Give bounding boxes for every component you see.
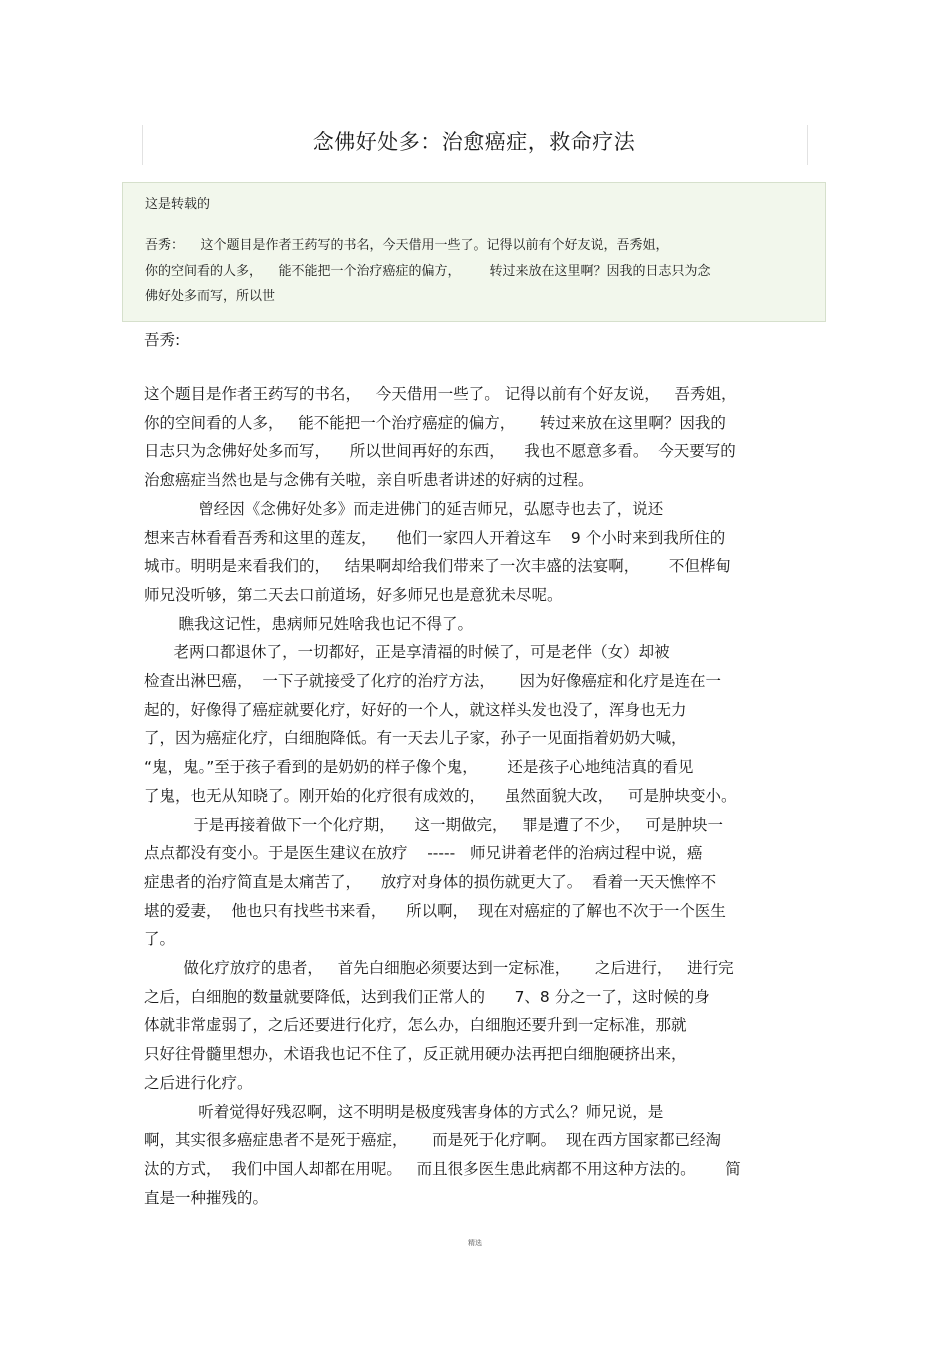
text-line: “鬼，鬼。”至于孩子看到的是奶奶的样子像个鬼， 还是孩子心地纯洁真的看见 [144, 758, 694, 777]
text-line: 堪的爱妻， 他也只有找些书来看， 所以啊， 现在对癌症的了解也不次于一个医生 [144, 901, 726, 920]
excerpt-line: 你的空间看的人多， 能不能把一个治疗癌症的偏方， 转过来放在这里啊？因我的日志只为念 [145, 263, 711, 279]
text-line: 了，因为癌症化疗，白细胞降低。有一天去儿子家，孙子一见面指着奶奶大喊， [144, 729, 687, 748]
text-line: 直是一种摧残的。 [144, 1188, 269, 1207]
article-body [144, 329, 816, 1212]
text-line: 点点都没有变小。于是医生建议在放疗 ----- 师兄讲着老伴的治病过程中说，癌 [144, 844, 703, 863]
text-line: 之后，白细胞的数量就要降低，达到我们正常人的 7、8 分之一了，这时候的身 [144, 987, 710, 1006]
text-line: 你的空间看的人多， 能不能把一个治疗癌症的偏方， 转过来放在这里啊？因我的 [144, 413, 726, 432]
text-line: 检查出淋巴癌， 一下子就接受了化疗的治疗方法， 因为好像癌症和化疗是连在一 [144, 672, 721, 691]
excerpt-line: 吾秀： 这个题目是作者王药写的书名，今天借用一些了。记得以前有个好友说，吾秀姐， [145, 238, 669, 253]
text-line: 做化疗放疗的患者， 首先白细胞必须要达到一定标准， 之后进行， 进行完 [144, 959, 734, 978]
text-line: 之后进行化疗。 [144, 1073, 253, 1092]
text-line: 啊，其实很多癌症患者不是死于癌症， 而是死于化疗啊。 现在西方国家都已经淘 [144, 1131, 721, 1150]
text-line: 这个题目是作者王药写的书名， 今天借用一些了。 记得以前有个好友说， 吾秀姐， [144, 385, 737, 403]
text-line: 了。 [144, 930, 176, 949]
text-line: 听着觉得好残忍啊，这不明明是极度残害身体的方式么？师兄说，是 [144, 1102, 664, 1121]
text-line: 老两口都退休了，一切都好，正是享清福的时候了，可是老伴（女）却被 [144, 643, 670, 662]
text-line: 治愈癌症当然也是与念佛有关啦，亲自听患者讲述的好病的过程。 [144, 471, 594, 490]
salutation: 吾秀: [144, 331, 181, 349]
text-line: 体就非常虚弱了，之后还要进行化疗，怎么办，白细胞还要升到一定标准，那就 [144, 1016, 687, 1035]
text-line: 曾经因《念佛好处多》而走进佛门的延吉师兄，弘愿寺也去了，说还 [144, 499, 664, 518]
text-line: 症患者的治疗简直是太痛苦了， 放疗对身体的损伤就更大了。 看着一天天憔悴不 [144, 872, 717, 891]
text-line: 城市。明明是来看我们的， 结果啊却给我们带来了一次丰盛的法宴啊， 不但桦甸 [144, 557, 731, 576]
text-line: 起的，好像得了癌症就要化疗，好好的一个人，就这样头发也没了，浑身也无力 [144, 700, 687, 719]
text-line: 了鬼，也无从知晓了。刚开始的化疗很有成效的， 虽然面貌大改， 可是肿块变小。 [144, 786, 737, 805]
page-title: 念佛好处多：治愈癌症，救命疗法 [312, 130, 636, 154]
text-line: 汰的方式， 我们中国人却都在用呢。 而且很多医生患此病都不用这种方法的。 简 [144, 1159, 741, 1178]
excerpt-text [145, 233, 805, 310]
text-line: 于是再接着做下一个化疗期， 这一期做完， 罪是遭了不少， 可是肿块一 [144, 815, 724, 834]
text-line: 瞧我这记性，患病师兄姓啥我也记不得了。 [144, 614, 473, 633]
text-line: 只好往骨髓里想办，术语我也记不住了，反正就用硬办法再把白细胞硬挤出来， [144, 1045, 687, 1064]
text-line: 日志只为念佛好处多而写， 所以世间再好的东西， 我也不愿意多看。 今天要写的 [144, 442, 736, 461]
page-footer: 精选 [468, 1239, 482, 1247]
text-line: 师兄没听够，第二天去口前道场，好多师兄也是意犹未尽呢。 [144, 585, 563, 604]
excerpt-line: 佛好处多而写，所以世 [145, 289, 276, 304]
quoted-excerpt-box [122, 182, 826, 322]
repost-label: 这是转载的 [145, 197, 211, 212]
text-line: 想来吉林看看吾秀和这里的莲友， 他们一家四人开着这车 9 个小时来到我所住的 [144, 528, 726, 547]
